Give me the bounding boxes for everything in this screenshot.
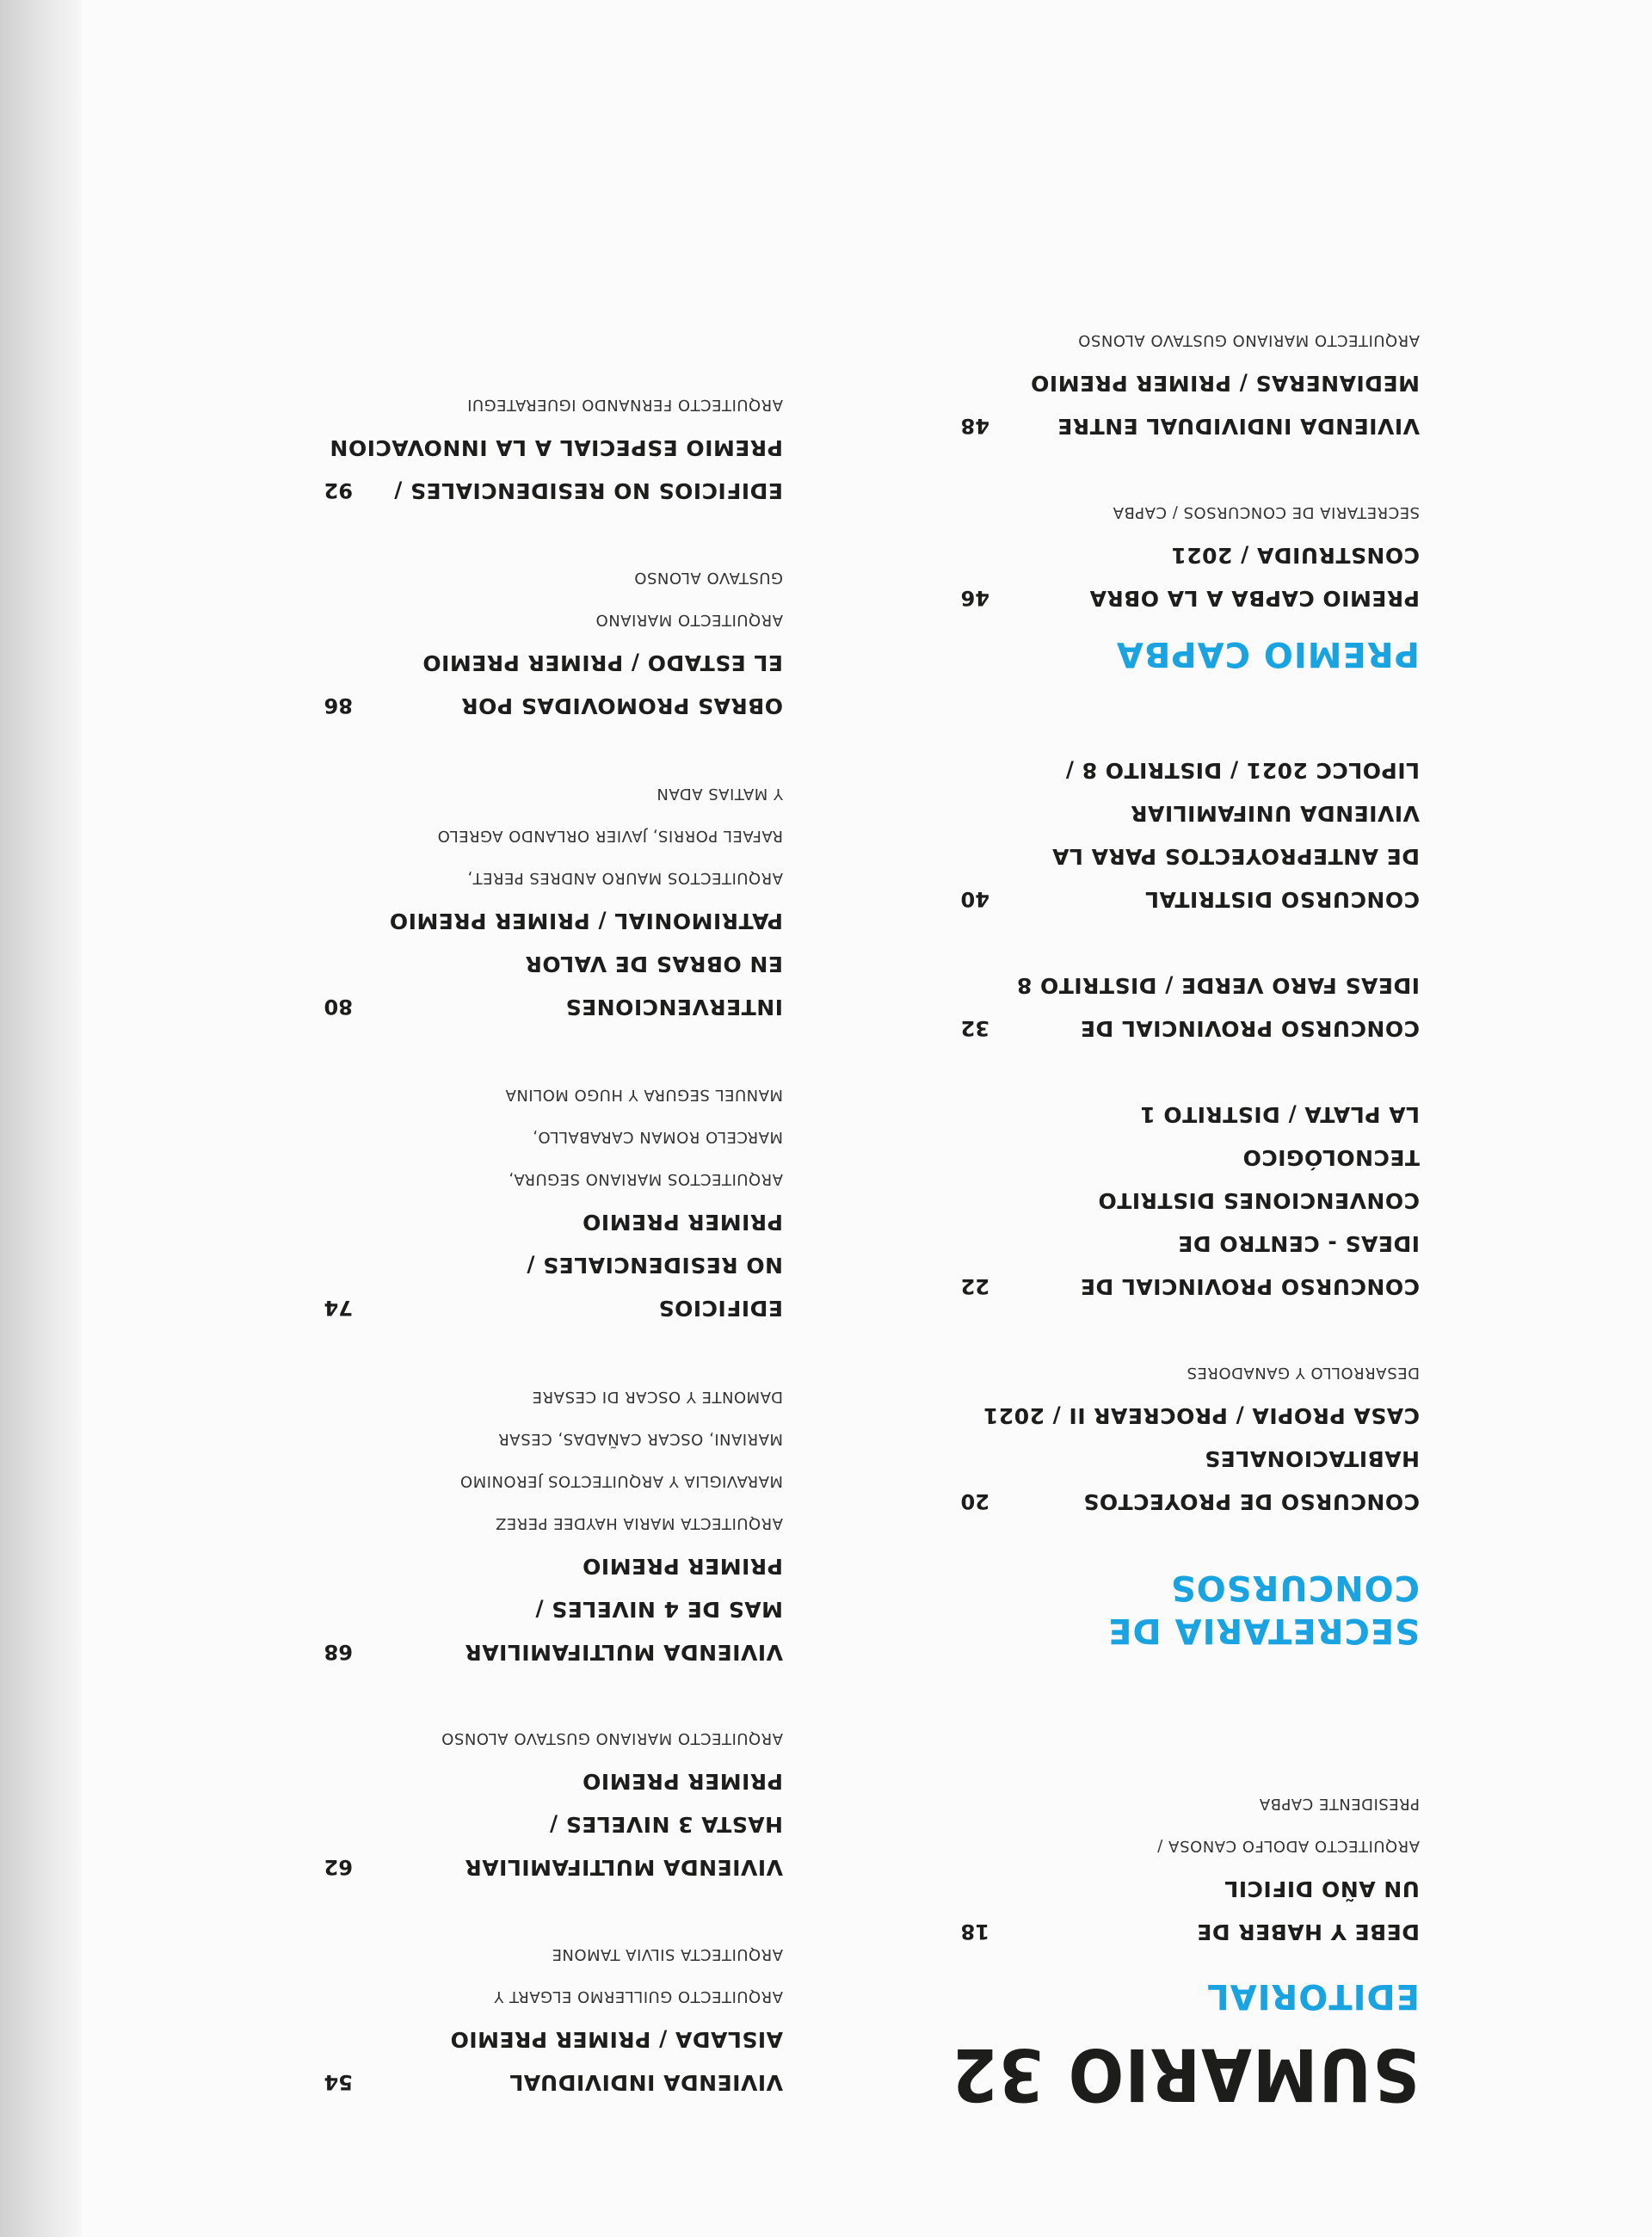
toc-entry	[903, 964, 1420, 1050]
entry-credits	[972, 491, 1420, 533]
toc-entry	[903, 491, 1420, 619]
entry-title	[379, 1759, 783, 1889]
entry-page-number: 48	[960, 414, 989, 438]
entry-page-number: 46	[960, 586, 989, 610]
toc-entry	[267, 557, 783, 727]
entry-page-number: 68	[324, 1640, 353, 1664]
entry-title-line: CONSTRUIDA / 2021	[1170, 543, 1420, 568]
entry-title-line: CONCURSO PROVINCIAL DE	[1080, 1016, 1420, 1041]
entry-title	[1015, 964, 1420, 1050]
entry-credit-line: ARQUITECTO MARIANO	[595, 611, 783, 629]
entry-title-line: CONVENCIONES DISTRITO	[1098, 1188, 1420, 1213]
entry-title-line: LIPOLCC 2021 / DISTRITO 8 /	[1065, 758, 1420, 783]
entry-credits	[336, 1933, 783, 2018]
entry-credits	[336, 773, 783, 899]
section-heading-premio: PREMIO CAPBA	[1115, 634, 1420, 674]
toc-entry	[903, 749, 1420, 921]
toc-entry	[267, 1933, 783, 2104]
entry-credit-line: RAFAEL PORRIS, JAVIER ORLANDO AGRELO	[437, 827, 783, 845]
entry-credit-line: ARQUITECTO GUILLERMO ELGART Y	[493, 1987, 783, 2006]
entry-title	[1015, 1867, 1420, 1953]
entry-credits	[336, 1376, 783, 1544]
entry-credit-line: SECRETARIA DE CONCURSOS / CAPBA	[1113, 503, 1420, 521]
toc-entry	[903, 1093, 1420, 1308]
toc-entry	[903, 1352, 1420, 1523]
toc-entry	[267, 773, 783, 1028]
entry-credit-line: MARAVIGLIA Y ARQUITECTOS JERONIMO	[459, 1472, 783, 1490]
entry-title-line: EDIFICIOS	[658, 1296, 783, 1321]
entry-credits	[336, 1074, 783, 1200]
entry-credits	[972, 1352, 1420, 1394]
entry-title-line: OBRAS PROMOVIDAS POR	[460, 693, 783, 718]
entry-page-number: 18	[960, 1920, 989, 1944]
entry-title-line: HABITACIONALES	[1204, 1446, 1420, 1471]
entry-credit-line: GUSTAVO ALONSO	[633, 569, 783, 587]
section-heading-line: CONCURSOS	[1169, 1568, 1420, 1607]
entry-page-number: 54	[324, 2070, 353, 2094]
entry-page-number: 22	[960, 1274, 989, 1298]
toc-entry	[267, 1074, 783, 1329]
entry-title	[379, 1544, 783, 1673]
entry-page-number: 86	[324, 693, 353, 718]
entry-title-line: VIVIENDA MULTIFAMILIAR	[465, 1855, 783, 1880]
entry-credits	[972, 1783, 1420, 1867]
entry-title-line: UN AÑO DIFICIL	[1224, 1876, 1420, 1901]
table-of-contents	[215, 155, 1420, 2134]
entry-title-line: VIVIENDA INDIVIDUAL	[509, 2070, 783, 2095]
entry-credit-line: ARQUITECTO MARIANO GUSTAVO ALONSO	[1077, 331, 1420, 349]
entry-title-line: MEDIANERAS / PRIMER PREMIO	[1030, 371, 1420, 396]
entry-credits	[336, 1717, 783, 1759]
entry-credit-line: PRESIDENTE CAPBA	[1259, 1795, 1420, 1813]
entry-title-line: HASTA 3 NIVELES /	[549, 1812, 783, 1837]
entry-title	[1015, 1093, 1420, 1308]
entry-credit-line: ARQUITECTA SILVIA TAMONE	[552, 1945, 783, 1963]
entry-credit-line: MARIANI, OSCAR CAÑADAS, CESAR	[497, 1430, 783, 1448]
entry-credit-line: ARQUITECTO MARIANO GUSTAVO ALONSO	[441, 1729, 783, 1747]
toc-entry	[903, 1783, 1420, 1953]
section-heading-editorial: EDITORIAL	[1206, 1976, 1420, 2016]
entry-credit-line: DAMONTE Y OSCAR DI CESARE	[532, 1388, 783, 1406]
entry-title-line: VIVIENDA UNIFAMILIAR	[1130, 801, 1420, 826]
entry-credits	[972, 319, 1420, 361]
entry-title-line: INTERVENCIONES	[565, 995, 783, 1020]
entry-title-line: PREMIO CAPBA A LA OBRA	[1089, 586, 1420, 611]
entry-title-line: IDEAS FARO VERDE / DISTRITO 8	[1016, 973, 1420, 998]
entry-title-line: NO RESIDENCIALES /	[526, 1253, 783, 1278]
toc-entry	[267, 384, 783, 512]
entry-credits	[336, 557, 783, 641]
entry-title-line: DE ANTEPROYECTOS PARA LA	[1051, 844, 1420, 869]
entry-title-line: VIVIENDA INDIVIDUAL ENTRE	[1057, 414, 1420, 439]
entry-title-line: CONCURSO PROVINCIAL DE	[1080, 1274, 1420, 1299]
entry-title	[983, 1394, 1420, 1523]
entry-title	[1015, 749, 1420, 921]
entry-title	[1015, 361, 1420, 447]
entry-title-line: AISLADA / PRIMER PREMIO	[450, 2027, 783, 2052]
entry-page-number: 62	[324, 1855, 353, 1879]
entry-title-line: PRIMER PREMIO	[582, 1554, 783, 1579]
entry-credit-line: MARCELO ROMAN CARABALLO,	[532, 1128, 783, 1146]
toc-entry	[267, 1376, 783, 1673]
entry-title	[379, 641, 783, 727]
entry-title-line: IDEAS - CENTRO DE	[1177, 1231, 1420, 1256]
entry-page-number: 20	[960, 1489, 989, 1513]
entry-page-number: 40	[960, 887, 989, 911]
page-title: SUMARIO 32	[951, 2032, 1420, 2117]
entry-title-line: CASA PROPIA / PROCREAR II / 2021	[983, 1403, 1420, 1428]
entry-title	[1015, 533, 1420, 619]
entry-credit-line: ARQUITECTO ADOLFO CANOSA /	[1156, 1837, 1420, 1855]
entry-credit-line: ARQUITECTOS MARIANO SEGURA,	[508, 1170, 783, 1188]
entry-credit-line: ARQUITECTA MARIA HAYDEE PEREZ	[495, 1514, 783, 1532]
entry-title-line: PATRIMONIAL / PRIMER PREMIO	[389, 909, 783, 934]
entry-credit-line: MANUEL SEGURA Y HUGO MOLINA	[505, 1086, 783, 1104]
entry-title	[379, 1200, 783, 1329]
entry-title-line: CONCURSO DE PROYECTOS	[1082, 1489, 1420, 1514]
entry-credit-line: DESARROLLO Y GANADORES	[1187, 1364, 1420, 1382]
entry-title-line: EL ESTADO / PRIMER PREMIO	[422, 650, 783, 675]
entry-page-number: 74	[324, 1296, 353, 1320]
entry-title-line: PRIMER PREMIO	[582, 1210, 783, 1235]
page-gutter-shadow	[0, 0, 82, 2237]
section-heading-line: SECRETARIA DE	[1107, 1611, 1420, 1650]
entry-title-line: LA PLATA / DISTRITO 1	[1139, 1102, 1420, 1127]
entry-credits	[336, 384, 783, 426]
entry-title-line: EN OBRAS DE VALOR	[525, 952, 783, 977]
entry-credit-line: ARQUITECTOS MAURO ANDRES PERET,	[466, 869, 783, 887]
entry-title-line: VIVIENDA MULTIFAMILIAR	[465, 1640, 783, 1665]
entry-credit-line: ARQUITECTO FERNANDO IGUERATEGUI	[466, 396, 783, 414]
toc-entry	[267, 1717, 783, 1889]
entry-page-number: 80	[324, 995, 353, 1019]
entry-page-number: 32	[960, 1016, 989, 1040]
entry-title	[379, 2018, 783, 2104]
toc-entry	[903, 319, 1420, 447]
section-heading-secretaria	[1107, 1566, 1420, 1652]
entry-title-line: PREMIO ESPECIAL A LA INNOVACION	[330, 435, 783, 460]
entry-title-line: EDIFICIOS NO RESIDENCIALES /	[393, 478, 783, 503]
entry-title-line: PRIMER PREMIO	[582, 1769, 783, 1794]
entry-title-line: CONCURSO DISTRITAL	[1144, 887, 1420, 912]
entry-credit-line: Y MATIAS ADAN	[656, 785, 783, 803]
entry-title-line: MAS DE 4 NIVELES /	[534, 1597, 783, 1622]
entry-page-number: 92	[324, 478, 353, 502]
entry-title-line: TECNOLÓGICO	[1242, 1145, 1420, 1170]
entry-title	[379, 899, 783, 1028]
entry-title-line: DEBE Y HABER DE	[1196, 1920, 1420, 1944]
